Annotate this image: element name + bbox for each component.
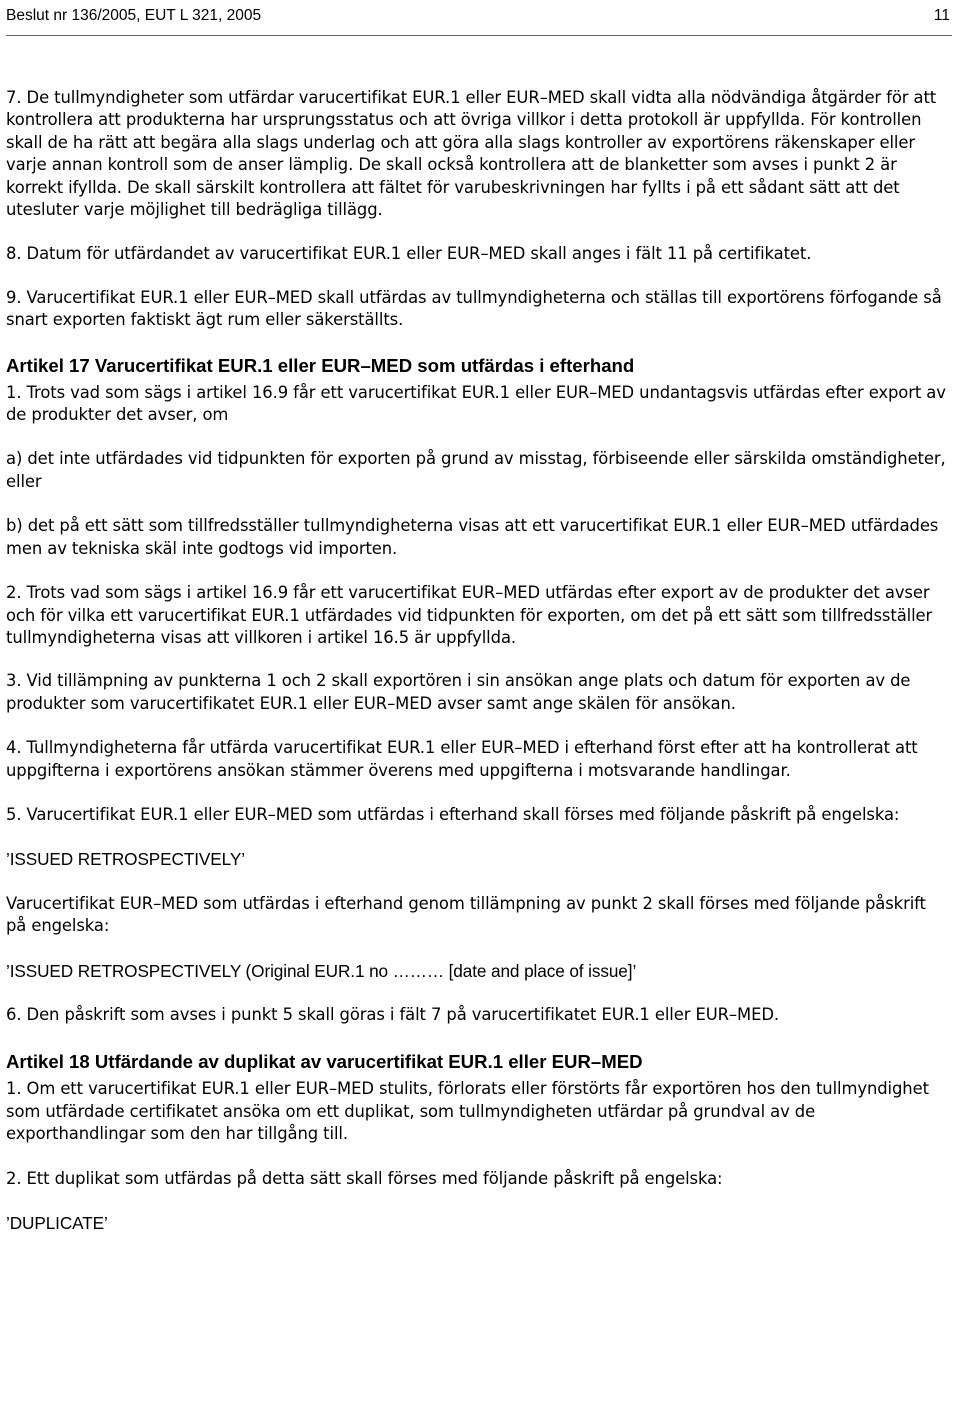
article-17-point-2: 2. Trots vad som sägs i artikel 16.9 får ett varucertifikat EUR–MED utfärdas efter export av de produkter det avser och för vilka ett varucertifikat EUR.1 utfärdades vid tidpunkten för exporten, om det på ett sätt som tillfredsställer tullmyndigheterna visas att villkoren i artikel 16.5 är uppfyllda.: [6, 583, 933, 647]
article-17-point-1: 1. Trots vad som sägs i artikel 16.9 får ett varucertifikat EUR.1 eller EUR–MED undantagsvis utfärdas efter export av de produkter det avser, om: [6, 382, 946, 425]
article-17-point-3: 3. Vid tillämpning av punkterna 1 och 2 skall exportören i sin ansökan ange plats och datum för exporten av de produkter som varucertifikatet EUR.1 eller EUR–MED avser samt ange skälen för ansökan.: [6, 671, 911, 713]
endorsement-issued-retrospectively: ’ISSUED RETROSPECTIVELY’: [6, 849, 245, 870]
article-17-point-5: 5. Varucertifikat EUR.1 eller EUR–MED som utfärdas i efterhand skall förses med följande påskrift på engelska:: [6, 804, 900, 824]
article-18-heading: Artikel 18 Utfärdande av duplikat av varucertifikat EUR.1 eller EUR–MED: [6, 1051, 643, 1073]
article-17-point-5-continued: Varucertifikat EUR–MED som utfärdas i efterhand genom tillämpning av punkt 2 skall förses med följande påskrift på engelska:: [6, 893, 926, 936]
article-17-point-1a: a) det inte utfärdades vid tidpunkten för exporten på grund av misstag, förbiseende eller särskilda omständigheter, eller: [6, 449, 946, 491]
page-header: [6, 2, 950, 34]
paragraph-9: 9. Varucertifikat EUR.1 eller EUR–MED skall utfärdas av tullmyndigheterna och ställas till exportörens förfogande så snart exporten faktiskt ägt rum eller säkerställts.: [6, 287, 942, 330]
endorsement-issued-retrospectively-original: ’ISSUED RETROSPECTIVELY (Original EUR.1 no ……… [date and place of issue]’: [6, 960, 637, 981]
paragraph-7: 7. De tullmyndigheter som utfärdar varucertifikat EUR.1 eller EUR–MED skall vidta alla nödvändiga åtgärder för att kontrollera att produkterna har ursprungsstatus och att övriga villkor i detta protokoll är uppfyllda. För kontrollen skall de ha rätt att begära alla slags underlag och att göra alla slags kontroller av exportörens räkenskaper eller varje annan kontroll som de anser lämplig. De skall också kontrollera att de blanketter som avses i punkt 2 är korrekt ifyllda. De skall särskilt kontrollera att fältet för varubeskrivningen har fyllts i på ett sådant sätt att det utesluter varje möjlighet till bedrägliga tillägg.: [6, 88, 937, 220]
document-reference: Beslut nr 136/2005, EUT L 321, 2005: [6, 7, 262, 24]
document-body: [6, 87, 950, 1234]
article-17-point-6: 6. Den påskrift som avses i punkt 5 skall göras i fält 7 på varucertifikatet EUR.1 eller EUR–MED.: [6, 1004, 779, 1024]
article-18-point-1: 1. Om ett varucertifikat EUR.1 eller EUR–MED stulits, förlorats eller förstörts får exportören hos den tullmyndighet som utfärdade certifikatet ansöka om ett duplikat, som tullmyndigheten utfärdar på grundval av de exporthandlingar som den har tillgång till.: [6, 1079, 929, 1144]
header-divider: [6, 35, 952, 36]
article-17-point-4: 4. Tullmyndigheterna får utfärda varucertifikat EUR.1 eller EUR–MED i efterhand först efter att ha kontrollerat att uppgifterna i exportörens ansökan stämmer överens med uppgifterna i motsvarande handlingar.: [6, 738, 918, 780]
paragraph-8: 8. Datum för utfärdandet av varucertifikat EUR.1 eller EUR–MED skall anges i fält 11 på certifikatet.: [6, 244, 812, 264]
article-17-heading: Artikel 17 Varucertifikat EUR.1 eller EUR–MED som utfärdas i efterhand: [6, 354, 635, 376]
article-17-point-1b: b) det på ett sätt som tillfredsställer tullmyndigheterna visas att ett varucertifikat EUR.1 eller EUR–MED utfärdades men av tekniska skäl inte godtogs vid importen.: [6, 516, 939, 558]
page-number: 11: [933, 7, 950, 24]
endorsement-duplicate: ’DUPLICATE’: [6, 1213, 108, 1233]
article-18-point-2: 2. Ett duplikat som utfärdas på detta sätt skall förses med följande påskrift på engelska:: [6, 1168, 723, 1188]
